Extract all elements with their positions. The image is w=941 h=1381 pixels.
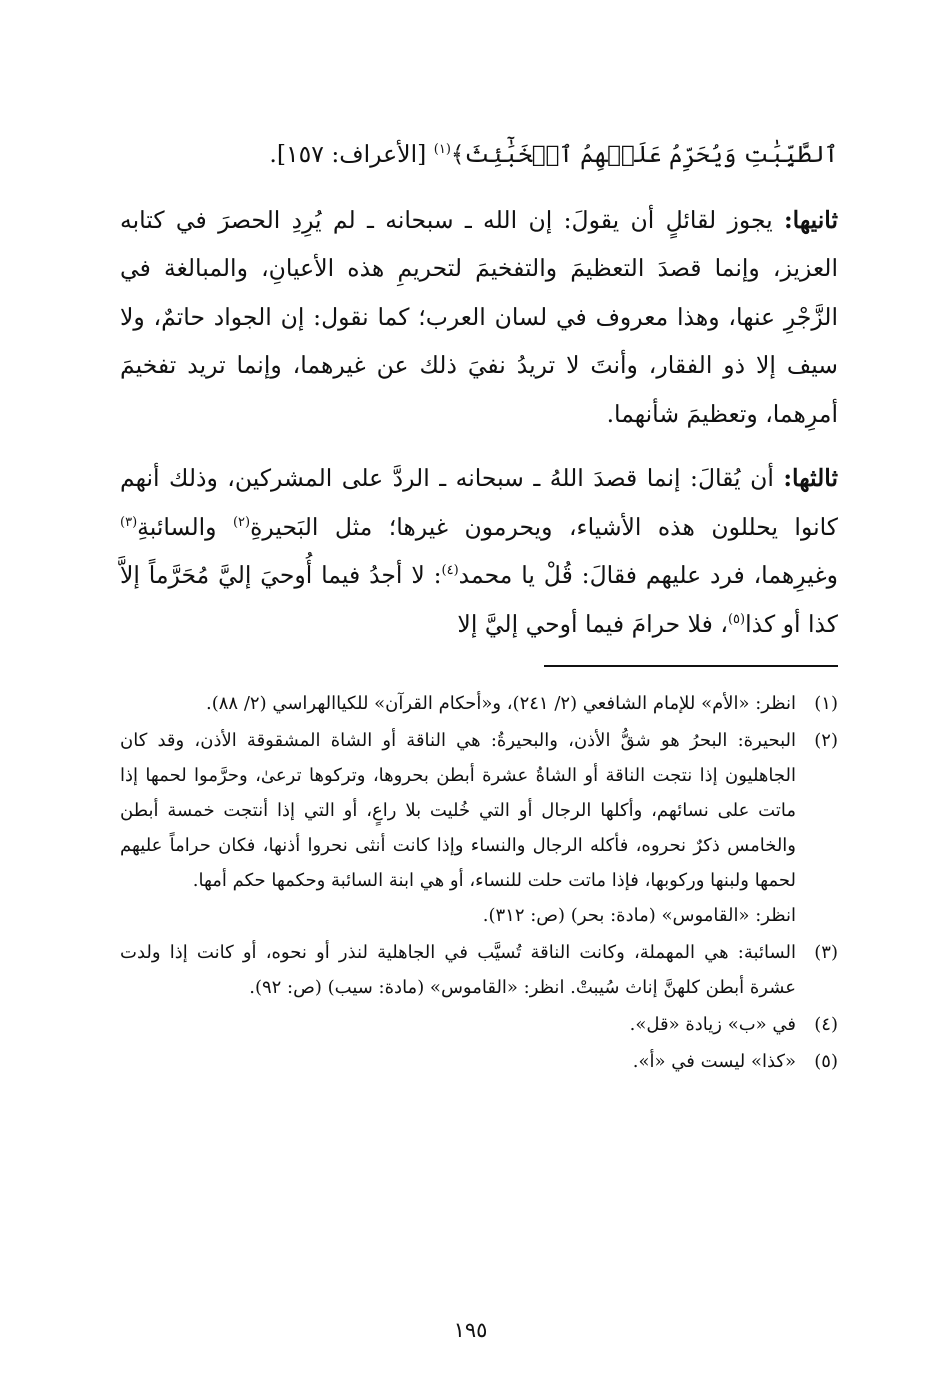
footnote-number: (٤) bbox=[814, 1014, 838, 1035]
footnote-3 bbox=[120, 935, 838, 1005]
quran-verse: ٱلطَّيِّبَٰتِ وَيُحَرِّمُ عَلَيۡهِمُ ٱلۡخَبَٰٓئِثَ﴾ bbox=[450, 142, 838, 168]
footnote-text: انظر: «الأم» للإمام الشافعي (٢/ ٢٤١)، و«أحكام القرآن» للكياالهراسي (٢/ ٨٨). bbox=[206, 693, 796, 714]
footnote-text: في «ب» زيادة «قل». bbox=[629, 1014, 796, 1035]
paragraph-text-third-4: : لا أجدُ فيما أُوحيَ إليَّ مُحَرَّماً إلاَّ كذا أو كذا bbox=[120, 561, 838, 638]
paragraph-third bbox=[120, 454, 838, 648]
footnote-number: (٣) bbox=[814, 942, 838, 963]
footnote-mark-1: (١) bbox=[433, 142, 451, 158]
paragraph-text-second: يجوز لقائلٍ أن يقولَ: إن الله ـ سبحانه ـ لم يُرِدِ الحصرَ في كتابه العزيز، وإنما قصدَ التعظيمَ والتفخيمَ لتحريمِ هذه الأعيانِ، والمبالغة في الزَّجْرِ عنها، وهذا معروف في لسان العرب؛ كما نقول: إن الجواد حاتمٌ، ولا سيف إلا ذو الفقار، وأنتَ لا تريدُ نفيَ ذلك عن غيرهما، وإنما تريد تفخيمَ أمرِهما، وتعظيمَ شأنهما. bbox=[120, 205, 838, 428]
footnote-text: السائبة: هي المهملة، وكانت الناقة تُسيَّب في الجاهلية لنذر أو نحوه، أو كانت إذا ولدت عشرة أبطن كلهنَّ إناث سُيبتْ. انظر: «القاموس» (مادة: سيب) (ص: ٩٢). bbox=[120, 942, 796, 998]
verse-reference: [الأعراف: ١٥٧]. bbox=[269, 140, 434, 168]
footnote-line: انظر: «القاموس» (مادة: بحر) (ص: ٣١٢). bbox=[482, 905, 796, 926]
footnote-text bbox=[120, 723, 796, 933]
footnote-2 bbox=[120, 723, 838, 933]
verse-line bbox=[120, 130, 838, 180]
footnote-number: (١) bbox=[814, 693, 838, 714]
page-number: ١٩٥ bbox=[453, 1318, 488, 1342]
footnote-mark-2: (٢) bbox=[232, 514, 251, 530]
footnote-mark-5: (٥) bbox=[727, 611, 746, 627]
main-text bbox=[120, 130, 838, 648]
footnotes bbox=[120, 686, 838, 1081]
paragraph-label-second: ثانيها: bbox=[784, 205, 838, 234]
footnote-mark-3: (٣) bbox=[120, 514, 138, 530]
footnote-number: (٥) bbox=[814, 1051, 838, 1072]
paragraph-second bbox=[120, 196, 838, 439]
paragraph-text-third-5: ، فلا حرامَ فيما أوحي إليَّ إلا bbox=[457, 609, 728, 638]
footnote-number: (٢) bbox=[814, 730, 838, 751]
paragraph-text-third-3: وغيرِهما، فرد عليهم فقالَ: قُلْ يا محمد bbox=[458, 561, 839, 589]
footnote-4 bbox=[120, 1007, 838, 1042]
footnote-5 bbox=[120, 1044, 838, 1079]
paragraph-text-third-2: والسائبةِ bbox=[137, 512, 233, 541]
footnote-mark-4: (٤) bbox=[441, 563, 459, 579]
paragraph-label-third: ثالثها: bbox=[783, 464, 838, 492]
footnote-divider bbox=[544, 665, 838, 667]
footnote-line: البحيرة: البحرُ هو شقُّ الأذن، والبحيرةُ: هي الناقة أو الشاة المشقوقة الأذن، وقد كان الجاهليون إذا نتجت الناقة أو الشاةُ عشرة أبطن بحروها، وتركوها ترعىٰ، وحرَّموا لحمها إذا ماتت على نسائهم، وأكلها الرجال أو التي خُليت بلا راعٍ، أو التي إذا أنتجت خمسة أبطن والخامس ذكرٌ نحروه، فأكله الرجال والنساء وإذا كانت أنثى نحروا أذنها، فكان حراماً عليهم لحمها ولبنها وركوبها، فإذا ماتت حلت للنساء، أو هي ابنة السائبة وحكمها حكم أمها. bbox=[120, 730, 796, 891]
footnote-text: «كذا» ليست في «أ». bbox=[632, 1051, 796, 1072]
paragraph-text-third-1: أن يُقالَ: إنما قصدَ اللهُ ـ سبحانه ـ الردَّ على المشركين، وذلك أنهم كانوا يحللون هذه الأشياء، ويحرمون غيرها؛ مثل البَحيرةِ bbox=[120, 464, 838, 541]
footnote-1 bbox=[120, 686, 838, 721]
